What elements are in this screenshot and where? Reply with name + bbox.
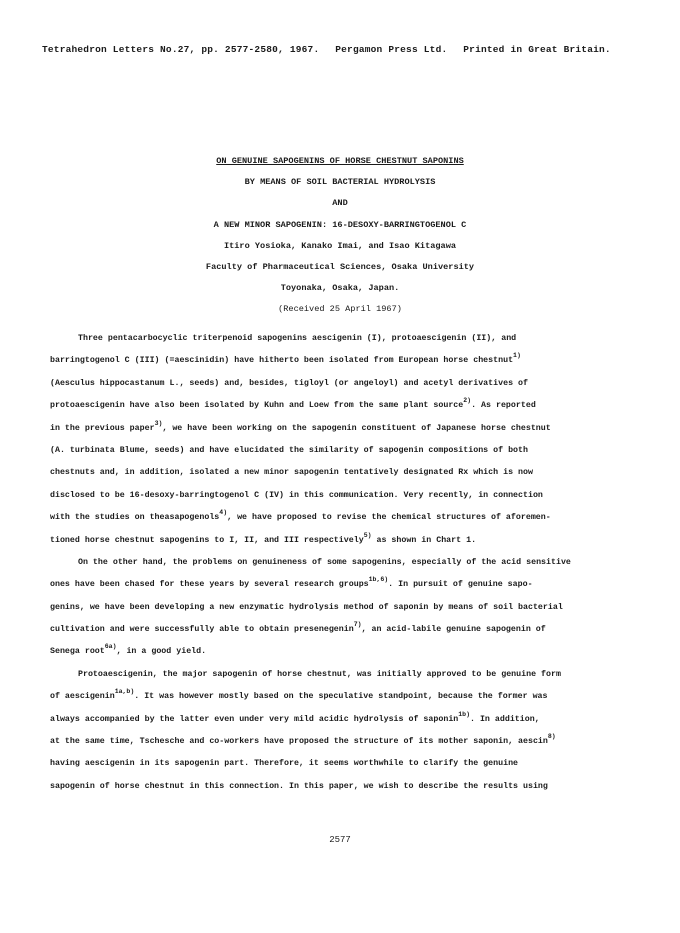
journal-citation: Tetrahedron Letters No.27, pp. 2577-2580, 1967. xyxy=(42,44,320,55)
body-line: of aescigenin$^{1a,b)}$. It was however mostly based on the speculative standpoint, because the former was xyxy=(50,688,548,702)
location: Toyonaka, Osaka, Japan. xyxy=(280,283,400,294)
body-line: Protoaescigenin, the major sapogenin of horse chestnut, was initially approved to be genuine form xyxy=(78,669,561,679)
title-line-4: A NEW MINOR SAPOGENIN: 16-DESOXY-BARRINGTOGENOL C xyxy=(213,219,467,230)
printed-note: Printed in Great Britain. xyxy=(463,44,611,55)
authors: Itiro Yosioka, Kanako Imai, and Isao Kitagawa xyxy=(223,240,457,251)
body-line: at the same time, Tschesche and co-workers have proposed the structure of its mother saponin, aescin$^{8)}$ xyxy=(50,733,556,747)
title-line-2: BY MEANS OF SOIL BACTERIAL HYDROLYSIS xyxy=(244,177,436,188)
body-line: (Aesculus hippocastanum L., seeds) and, besides, tigloyl (or angeloyl) and acetyl derivatives of xyxy=(50,378,528,388)
body-line: with the studies on theasapogenols$^{4)}$, we have proposed to revise the chemical structures of aforemen- xyxy=(50,509,551,523)
body-line: always accompanied by the latter even under very mild acidic hydrolysis of saponin$^{1b)}$. In addition, xyxy=(50,710,540,724)
body-line: having aescigenin in its sapogenin part. Therefore, it seems worthwhile to clarify the genuine xyxy=(50,759,519,769)
body-line: (A. turbinata Blume, seeds) and have elucidated the similarity of sapogenin compositions of both xyxy=(50,445,528,455)
reference-marker: 4) xyxy=(219,509,228,517)
body-line: tioned horse chestnut sapogenins to I, II, and III respectively$^{5)}$ as shown in Chart 1. xyxy=(50,531,477,545)
journal-header xyxy=(42,44,621,55)
body-line: On the other hand, the problems on genuineness of some sapogenins, especially of the acid sensitive xyxy=(78,557,571,567)
body-line: sapogenin of horse chestnut in this connection. In this paper, we wish to describe the results using xyxy=(50,781,548,791)
reference-marker: 1a,b) xyxy=(114,688,135,696)
title-line-1: ON GENUINE SAPOGENINS OF HORSE CHESTNUT SAPONINS xyxy=(216,156,464,166)
reference-marker: 8) xyxy=(547,733,556,741)
reference-marker: 5) xyxy=(363,531,372,539)
body-line: disclosed to be 16-desoxy-barringtogenol C (IV) in this communication. Very recently, in connection xyxy=(50,490,543,500)
body-line: barringtogenol C (III) (=aescinidin) have hitherto been isolated from European horse chestnut$^{1)}$ xyxy=(50,352,521,366)
reference-marker: 7) xyxy=(353,621,362,629)
reference-marker: 6a) xyxy=(104,643,117,651)
body-text xyxy=(50,328,610,798)
received-date: (Received 25 April 1967) xyxy=(278,304,402,315)
affiliation: Faculty of Pharmaceutical Sciences, Osaka University xyxy=(205,262,475,273)
reference-marker: 1b) xyxy=(458,710,470,718)
reference-marker: 1b,6) xyxy=(368,576,389,584)
body-line: ones have been chased for these years by several research groups$^{1b,6)}$. In pursuit of genuine sapo- xyxy=(50,576,533,590)
body-line: genins, we have been developing a new enzymatic hydrolysis method of saponin by means of soil bacterial xyxy=(50,602,563,612)
body-line: protoaescigenin have also been isolated by Kuhn and Loew from the same plant source$^{2)}$. As reported xyxy=(50,397,536,411)
page-number: 2577 xyxy=(329,835,351,845)
body-line: cultivation and were successfully able to obtain presenegenin$^{7)}$, an acid-labile genuine sapogenin of xyxy=(50,621,546,635)
title-block xyxy=(0,151,680,321)
title-line-3: AND xyxy=(332,198,348,209)
body-line: Senega root$^{6a)}$, in a good yield. xyxy=(50,643,207,657)
reference-marker: 2) xyxy=(463,397,472,405)
reference-marker: 1) xyxy=(513,352,521,360)
body-line: in the previous paper$^{3)}$, we have been working on the sapogenin constituent of Japanese horse chestnut xyxy=(50,419,551,433)
body-line: Three pentacarbocyclic triterpenoid sapogenins aescigenin (I), protoaescigenin (II), and xyxy=(78,334,517,343)
reference-marker: 3) xyxy=(154,419,163,427)
body-line: chestnuts and, in addition, isolated a new minor sapogenin tentatively designated Rx which is now xyxy=(50,468,533,478)
publisher: Pergamon Press Ltd. xyxy=(335,44,448,55)
